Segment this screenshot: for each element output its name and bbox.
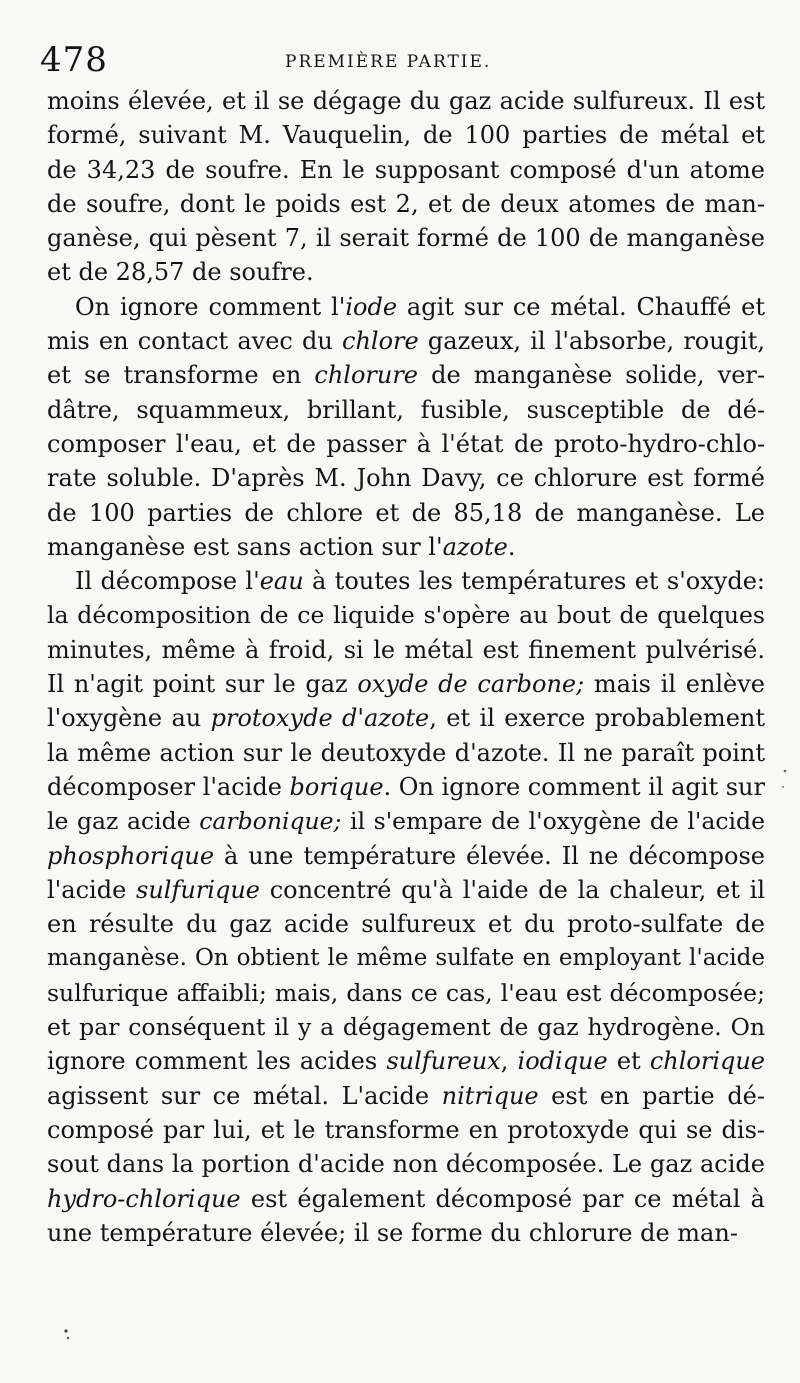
text-segment: sulfurique affaibli; mais, dans ce cas, l'eau est décomposée; (47, 978, 765, 1007)
text-segment: On ignore comment l' (75, 292, 346, 321)
text-segment: à toutes les températures et s'oxyde: (303, 567, 765, 596)
text-segment: de soufre, dont le poids est 2, et de deux atomes de man- (47, 189, 765, 218)
italic-term: nitrique (441, 1081, 539, 1110)
text-segment: formé, suivant M. Vauquelin, de 100 parties de métal et (47, 121, 765, 150)
text-segment: sout dans la portion d'acide non décomposée. Le gaz acide (47, 1150, 765, 1179)
italic-term: iode (345, 292, 398, 321)
italic-term: iodique (517, 1047, 608, 1076)
text-segment: mis en contact avec du (47, 327, 343, 356)
italic-term: carbonique; (199, 807, 342, 836)
text-segment: de manganèse solide, ver- (418, 361, 765, 390)
text-segment: Il n'agit point sur le gaz (47, 670, 358, 699)
text-segment: , et il exerce probablement (429, 704, 765, 733)
italic-term: chlore (342, 327, 419, 356)
text-segment: décomposer l'acide (47, 772, 290, 801)
text-segment: une température élevée; il se forme du chlorure de man- (47, 1218, 738, 1247)
italic-term: chlorique (649, 1047, 766, 1076)
italic-term: oxyde de carbone; (357, 670, 585, 699)
page-number: 478 (40, 40, 108, 80)
text-segment: il s'empare de l'oxygène de l'acide (341, 807, 766, 836)
text-segment: agit sur ce métal. Chauffé et (397, 292, 765, 321)
ink-speck (782, 786, 784, 788)
text-segment: ignore comment les acides (47, 1047, 387, 1076)
text-segment: et de 28,57 de soufre. (47, 258, 314, 287)
text-segment: et (607, 1047, 650, 1076)
text-segment: . (507, 532, 516, 561)
text-segment: est également décomposé par ce métal à (240, 1184, 765, 1213)
ink-speck (784, 770, 787, 773)
text-segment: de 100 parties de chlore et de 85,18 de manganèse. Le (47, 498, 765, 527)
text-segment: la décomposition de ce liquide s'opère au bout de quelques (47, 601, 765, 630)
text-segment: de 34,23 de soufre. En le supposant composé d'un atome (47, 155, 765, 184)
text-segment: à une température élevée. Il ne décompose (214, 841, 765, 870)
italic-term: hydro-chlorique (47, 1184, 241, 1213)
italic-term: phosphorique (47, 841, 215, 870)
text-segment: mais il enlève (584, 670, 765, 699)
text-segment: concentré qu'à l'aide de la chaleur, et il (259, 875, 765, 904)
running-title: PREMIÈRE PARTIE. (285, 52, 492, 72)
italic-term: chlorure (314, 361, 419, 390)
text-segment: la même action sur le deutoxyde d'azote. Il ne paraît point (47, 738, 765, 767)
text-segment: l'oxygène au (47, 704, 211, 733)
text-segment: en résulte du gaz acide sulfureux et du proto-sulfate de (47, 910, 765, 939)
italic-term: borique (289, 772, 384, 801)
text-segment: manganèse est sans action sur l' (47, 532, 443, 561)
ink-speck (67, 1337, 69, 1339)
text-segment: moins élevée, et il se dégage du gaz acide sulfureux. Il est (47, 87, 765, 115)
italic-term: sulfureux (386, 1047, 501, 1076)
text-segment: rate soluble. D'après M. John Davy, ce chlorure est formé (47, 464, 765, 493)
italic-term: sulfurique (136, 875, 260, 904)
ink-speck (64, 1329, 67, 1332)
text-segment: et par conséquent il y a dégagement de gaz hydrogène. On (47, 1013, 765, 1042)
text-segment: composer l'eau, et de passer à l'état de proto-hydro-chlo- (47, 429, 765, 458)
text-segment: , (500, 1047, 518, 1076)
text-segment: ganèse, qui pèsent 7, il serait formé de 100 de manganèse (47, 224, 765, 253)
text-segment: manganèse. On obtient le même sulfate en employant l'acide (47, 945, 765, 972)
text-segment: l'acide (47, 875, 137, 904)
text-segment: Il décompose l' (75, 567, 260, 596)
text-segment: et se transforme en (47, 361, 315, 390)
text-segment: dâtre, squammeux, brillant, fusible, susceptible de dé- (47, 395, 765, 424)
italic-term: eau (259, 567, 304, 596)
text-segment: composé par lui, et le transforme en protoxyde qui se dis- (47, 1115, 765, 1144)
italic-term: protoxyde d'azote (210, 704, 430, 733)
italic-term: azote (442, 532, 508, 561)
text-segment: le gaz acide (47, 807, 200, 836)
text-segment: minutes, même à froid, si le métal est finement pulvérisé. (47, 635, 765, 664)
text-segment: est en partie dé- (538, 1081, 765, 1110)
text-segment: gazeux, il l'absorbe, rougit, (418, 327, 766, 356)
text-segment: agissent sur ce métal. L'acide (47, 1081, 442, 1110)
text-segment: . On ignore comment il agit sur (383, 772, 765, 801)
